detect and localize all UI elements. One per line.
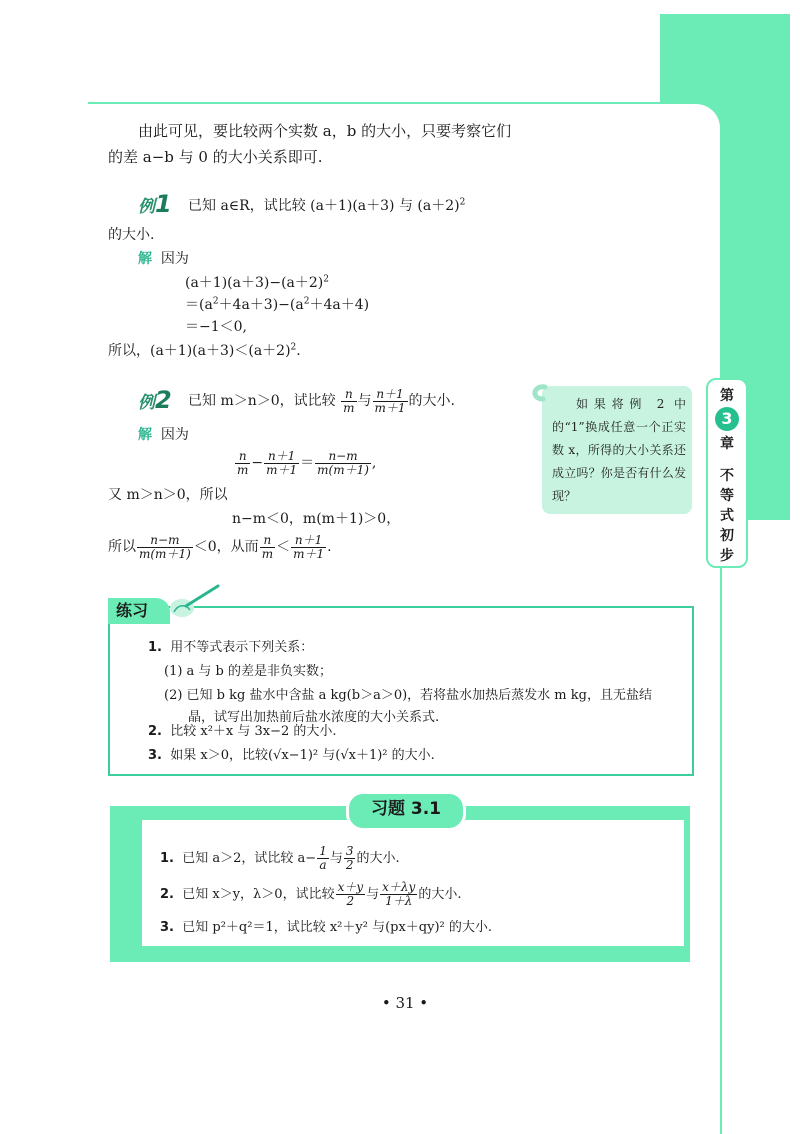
- page-number: • 31 •: [381, 994, 429, 1012]
- margin-note-text: 如果将例 2 中的“1”换成任意一个正实数 x，所得的大小关系还成立吗？你是否有什么发现？: [552, 397, 686, 503]
- example-1-step-1: $(a+1)(a+3)-(a+2)^2$: [185, 274, 329, 291]
- example-1-label: 例1: [138, 190, 172, 218]
- example-1-conclusion: 所以，$(a+1)(a+3)<(a+2)^2$.: [108, 342, 301, 359]
- practice-q1-2b: 晶，试写出加热前后盐水浓度的大小关系式.: [188, 710, 440, 725]
- chapter-number-badge: 3: [715, 407, 739, 431]
- chapter-title-char: 初: [720, 528, 734, 544]
- example-1-tail: 的大小.: [108, 227, 155, 243]
- example-1-solution: 解 因为: [138, 251, 189, 267]
- chapter-title-char: 步: [720, 548, 734, 564]
- chapter-title-char: 式: [720, 508, 734, 524]
- practice-q1-2a: (2) 已知 b kg 盐水中含盐 a kg(b＞a＞0)，若将盐水加热后蒸发水 m kg，且无盐结: [164, 688, 652, 703]
- practice-q2: 2. 比较 x²＋x 与 3x−2 的大小.: [148, 724, 337, 739]
- example-2-solution: 解 因为: [138, 427, 189, 443]
- practice-q3: 3. 如果 x＞0，比较(√x−1)² 与(√x＋1)² 的大小.: [148, 748, 435, 763]
- exercise-title: 习题 3.1: [370, 799, 442, 819]
- example-2-conclusion: 所以 $\frac{n-m}{m(m+1)}$ ＜0，从而 $\frac{n}{m}$ ＜ $\frac{n+1}{m+1}$ .: [108, 532, 332, 561]
- example-1-step-3: ＝−1＜0,: [185, 319, 247, 335]
- example-2-label: 例2: [138, 386, 172, 414]
- practice-q1-1: (1) a 与 b 的差是非负实数；: [164, 664, 333, 679]
- note-hook-icon: [527, 383, 549, 403]
- pencil-icon: [164, 582, 224, 622]
- chapter-title-char: 不: [720, 468, 734, 484]
- exercise-q3: 3. 已知 p²＋q²＝1，试比较 x²＋y² 与(px＋qy)² 的大小.: [160, 920, 493, 935]
- example-1-step-2: $=(a^2+4a+3)-(a^2+4a+4)$: [185, 296, 370, 313]
- example-2-also: 又 m＞n＞0，所以: [108, 487, 228, 503]
- example-2-inequalities: n−m＜0，m(m＋1)＞0，: [232, 511, 401, 527]
- intro-line-2: 的差 a−b 与 0 的大小关系即可.: [108, 148, 323, 166]
- practice-q1: 1. 用不等式表示下列关系：: [148, 640, 314, 655]
- practice-title: 练习: [116, 601, 149, 620]
- exercise-q1: 1. 已知 a＞2，试比较 a− $\frac{1}{a}$ 与 $\frac{3}{2}$ 的大小.: [160, 844, 400, 872]
- chapter-zhang: 章: [720, 436, 734, 452]
- exercise-q2: 2. 已知 x＞y，λ＞0，试比较 $\frac{x+y}{2}$ 与 $\frac{x+\lambda y}{1+\lambda}$ 的大小.: [160, 880, 462, 908]
- chapter-tab: [706, 378, 748, 568]
- example-1-statement: 已知 a∈R，试比较 (a＋1)(a＋3) 与 $(a+2)^2$: [188, 197, 466, 214]
- chapter-title-char: 等: [720, 488, 734, 504]
- example-2-statement: 已知 m＞n＞0，试比较 $\frac{n}{m}$ 与 $\frac{n+1}{m+1}$ 的大小.: [188, 386, 455, 415]
- example-2-equation: $\frac{n}{m}$ − $\frac{n+1}{m+1}$ ＝ $\frac{n-m}{m(m+1)}$ ,: [237, 448, 377, 477]
- intro-line-1: 由此可见，要比较两个实数 a，b 的大小，只要考察它们: [138, 122, 512, 140]
- chapter-di: 第: [720, 388, 734, 404]
